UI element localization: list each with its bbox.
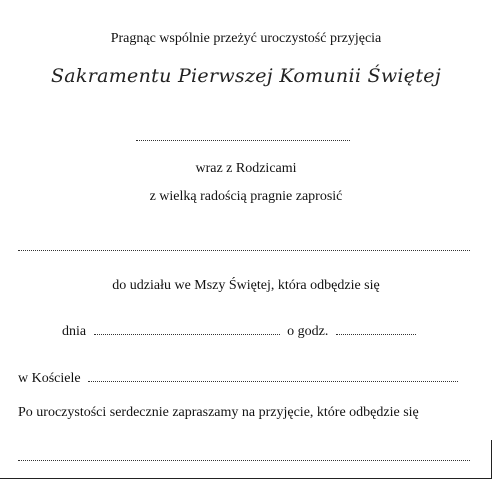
sacrament-title: Sakramentu Pierwszej Komunii Świętej xyxy=(50,65,442,87)
church-blank[interactable] xyxy=(88,381,458,382)
reception-text: Po uroczystości serdecznie zapraszamy na przyjęcie, które odbędzie się xyxy=(18,405,419,420)
reception-place-blank[interactable] xyxy=(18,460,470,461)
mass-text: do udziału we Mszy Świętej, która odbędzie się xyxy=(112,278,380,293)
date-time-row xyxy=(62,323,420,341)
date-blank[interactable] xyxy=(94,334,280,335)
invite-text: z wielką radością pragnie zaprosić xyxy=(149,189,343,204)
church-row xyxy=(18,370,462,388)
intro-text: Pragnąc wspólnie przeżyć uroczystość przyjęcia xyxy=(110,31,382,46)
guest-name-blank[interactable] xyxy=(18,250,470,251)
child-name-blank[interactable] xyxy=(136,140,350,141)
day-label: dnia xyxy=(62,324,87,339)
with-parents-text: wraz z Rodzicami xyxy=(195,161,297,176)
church-label: w Kościele xyxy=(18,371,81,386)
time-blank[interactable] xyxy=(336,334,416,335)
time-label: o godz. xyxy=(287,324,329,339)
